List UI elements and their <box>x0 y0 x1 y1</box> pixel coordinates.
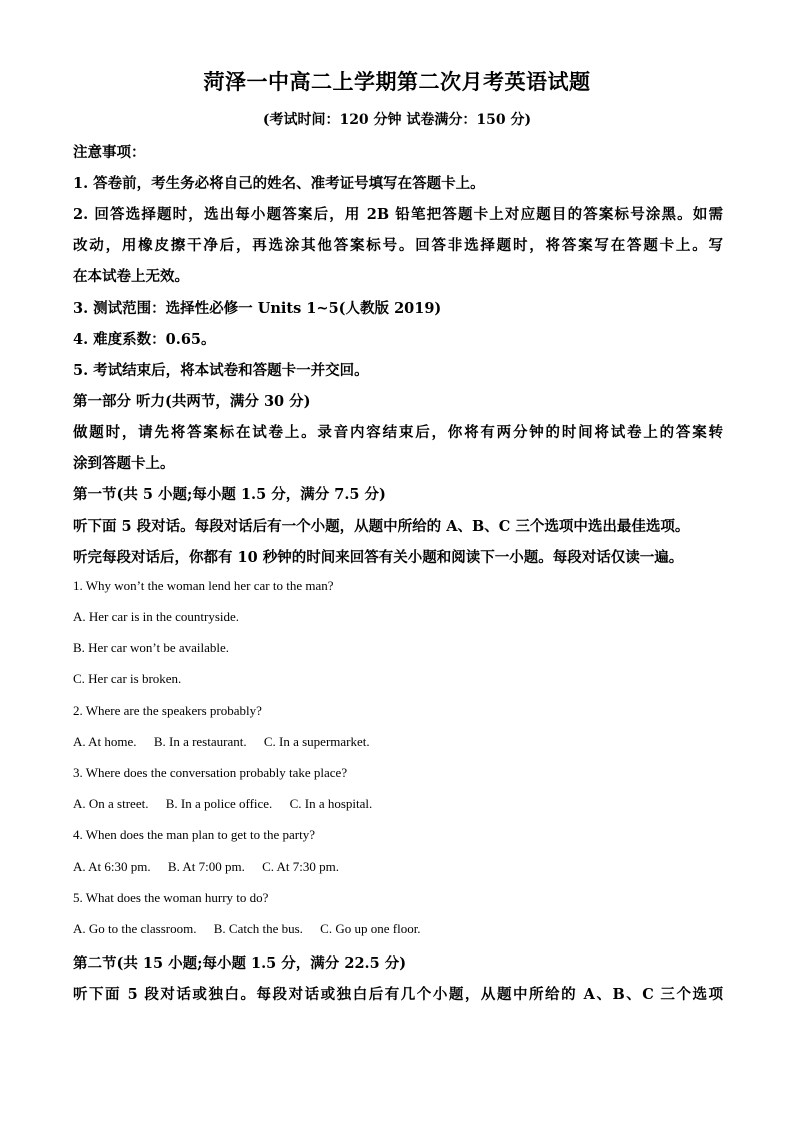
part1-instruction-line-1: 做题时，请先将答案标在试卷上。录音内容结束后，你将有两分钟的时间将试卷上的答案转 <box>73 424 723 441</box>
question-3-option-b: B. In a police office. <box>165 796 273 811</box>
note-item-2-line-3: 在本试卷上无效。 <box>73 268 189 285</box>
note-item-1: 1. 答卷前，考生务必将自己的姓名、准考证号填写在答题卡上。 <box>73 175 485 192</box>
notes-heading: 注意事项： <box>73 144 146 161</box>
section1-heading: 第一节(共 5 小题;每小题 1.5 分，满分 7.5 分) <box>73 486 386 503</box>
question-4-option-b: B. At 7:00 pm. <box>167 859 245 874</box>
part1-heading: 第一部分 听力(共两节，满分 30 分) <box>73 393 311 410</box>
section1-instruction-line-2: 听完每段对话后，你都有 10 秒钟的时间来回答有关小题和阅读下一小题。每段对话仅读一遍。 <box>73 549 684 566</box>
question-5-option-b: B. Catch the bus. <box>213 921 303 936</box>
exam-time-info: (考试时间：120 分钟 试卷满分：150 分) <box>262 112 532 128</box>
note-item-3: 3. 测试范围：选择性必修一 Units 1~5(人教版 2019) <box>73 300 442 317</box>
part1-instruction-line-2: 涂到答题卡上。 <box>73 455 175 472</box>
question-3-options <box>73 796 372 812</box>
section1-instruction-line-1: 听下面 5 段对话。每段对话后有一个小题，从题中所给的 A、B、C 三个选项中选出最佳选项。 <box>73 518 690 535</box>
question-4-options <box>73 859 339 875</box>
note-item-5: 5. 考试结束后，将本试卷和答题卡一并交回。 <box>73 362 369 379</box>
question-4-option-a: A. At 6:30 pm. <box>73 859 151 874</box>
question-4: 4. When does the man plan to get to the party? <box>73 827 315 842</box>
question-2-option-c: C. In a supermarket. <box>263 734 370 749</box>
note-item-2-line-1: 2. 回答选择题时，选出每小题答案后，用 2B 铅笔把答题卡上对应题目的答案标号涂黑。如需 <box>73 206 723 223</box>
question-1-option-a: A. Her car is in the countryside. <box>73 609 240 624</box>
page-title: 菏泽一中高二上学期第二次月考英语试题 <box>203 69 591 94</box>
question-3-option-a: A. On a street. <box>73 796 149 811</box>
question-2-option-a: A. At home. <box>73 734 137 749</box>
note-item-2-line-2: 改动，用橡皮擦干净后，再选涂其他答案标号。回答非选择题时，将答案写在答题卡上。写 <box>73 237 723 254</box>
question-1-option-b: B. Her car won’t be available. <box>73 640 230 655</box>
section2-instruction-line-1: 听下面 5 段对话或独白。每段对话或独白后有几个小题，从题中所给的 A、B、C 三个选项 <box>73 986 723 1003</box>
question-5-option-c: C. Go up one floor. <box>320 921 421 936</box>
question-2: 2. Where are the speakers probably? <box>73 703 262 718</box>
question-2-options <box>73 734 370 750</box>
question-1-option-c: C. Her car is broken. <box>73 671 182 686</box>
note-item-4: 4. 难度系数：0.65。 <box>73 331 216 348</box>
question-5-options <box>73 921 421 937</box>
question-2-option-b: B. In a restaurant. <box>153 734 247 749</box>
question-5-option-a: A. Go to the classroom. <box>73 921 197 936</box>
question-1: 1. Why won’t the woman lend her car to the man? <box>73 578 334 593</box>
question-3: 3. Where does the conversation probably take place? <box>73 765 348 780</box>
question-3-option-c: C. In a hospital. <box>289 796 373 811</box>
question-4-option-c: C. At 7:30 pm. <box>262 859 340 874</box>
question-5: 5. What does the woman hurry to do? <box>73 890 269 905</box>
section2-heading: 第二节(共 15 小题;每小题 1.5 分，满分 22.5 分) <box>73 955 407 972</box>
